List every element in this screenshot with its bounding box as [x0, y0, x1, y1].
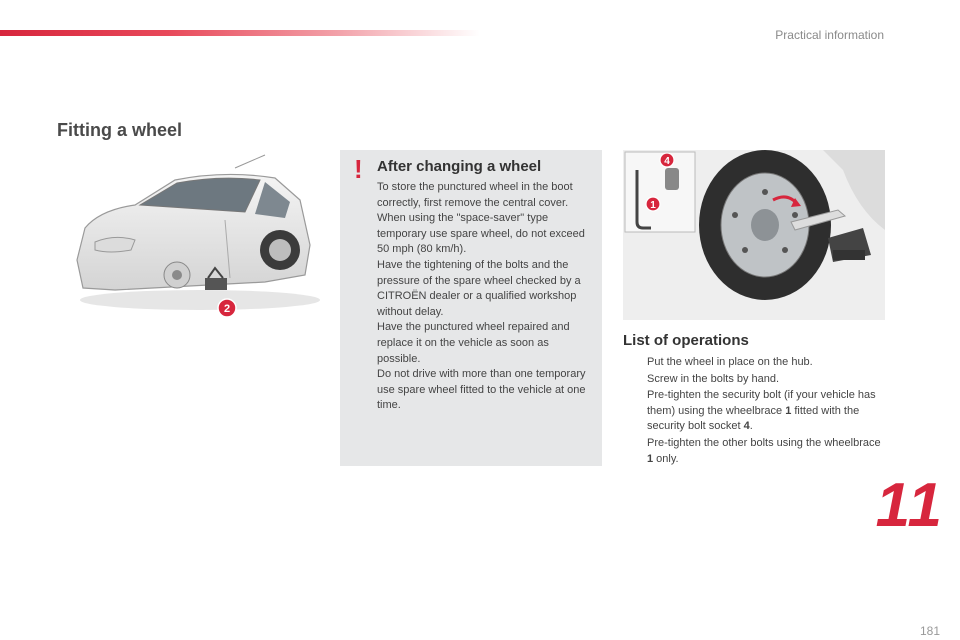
- warning-paragraph: Have the tightening of the bolts and the pressure of the spare wheel checked by a CITROËN dealer or a qualified workshop without delay.: [377, 258, 581, 318]
- socket-ref: 4: [743, 420, 750, 433]
- page-number: 181: [919, 624, 940, 638]
- operation-text: Pre-tighten the other bolts using the wheelbrace: [647, 436, 881, 449]
- car-on-jack-illustration: [55, 150, 320, 325]
- warning-paragraph: When using the "space-saver" type temporary use spare wheel, do not exceed 50 mph (80 km/h).: [377, 212, 585, 256]
- operation-text: only.: [653, 452, 679, 465]
- page-title: Fitting a wheel: [57, 120, 183, 140]
- operation-text: Pre-tighten the security bolt (if your vehicle has them) using the wheelbrace: [647, 389, 876, 417]
- operations-title: List of operations: [623, 332, 749, 349]
- warning-body: [377, 180, 595, 414]
- operations-list: [623, 355, 885, 468]
- operation-text: Put the wheel in place on the hub.: [647, 356, 813, 368]
- callout-4-label: 4: [664, 156, 670, 167]
- callout-2-label: 2: [223, 303, 231, 315]
- operation-text: Screw in the bolts by hand.: [647, 372, 780, 385]
- callout-1-label: 1: [650, 200, 656, 211]
- exclamation-icon: !: [354, 154, 363, 184]
- chapter-number: 11: [875, 471, 944, 540]
- wheelbrace-ref: 1: [785, 404, 792, 417]
- wheelbrace-ref: 1: [647, 452, 654, 465]
- list-item: [623, 355, 885, 371]
- list-item: [623, 388, 885, 435]
- list-item: [623, 436, 885, 467]
- section-header: Practical information: [775, 28, 884, 42]
- header-accent-bar: [0, 30, 480, 36]
- operation-text: fitted with the security bolt socket: [647, 404, 860, 433]
- operation-text: .: [749, 420, 753, 433]
- warning-paragraph: Do not drive with more than one temporary use spare wheel fitted to the vehicle at one time.: [377, 368, 586, 412]
- warning-box: [340, 150, 602, 466]
- list-item: [623, 372, 885, 388]
- warning-paragraph: Have the punctured wheel repaired and replace it on the vehicle as soon as possible.: [377, 321, 570, 365]
- warning-title: After changing a wheel: [377, 158, 542, 175]
- warning-paragraph: To store the punctured wheel in the boot correctly, first remove the central cover.: [377, 181, 573, 209]
- wheel-fitting-illustration: [623, 150, 885, 320]
